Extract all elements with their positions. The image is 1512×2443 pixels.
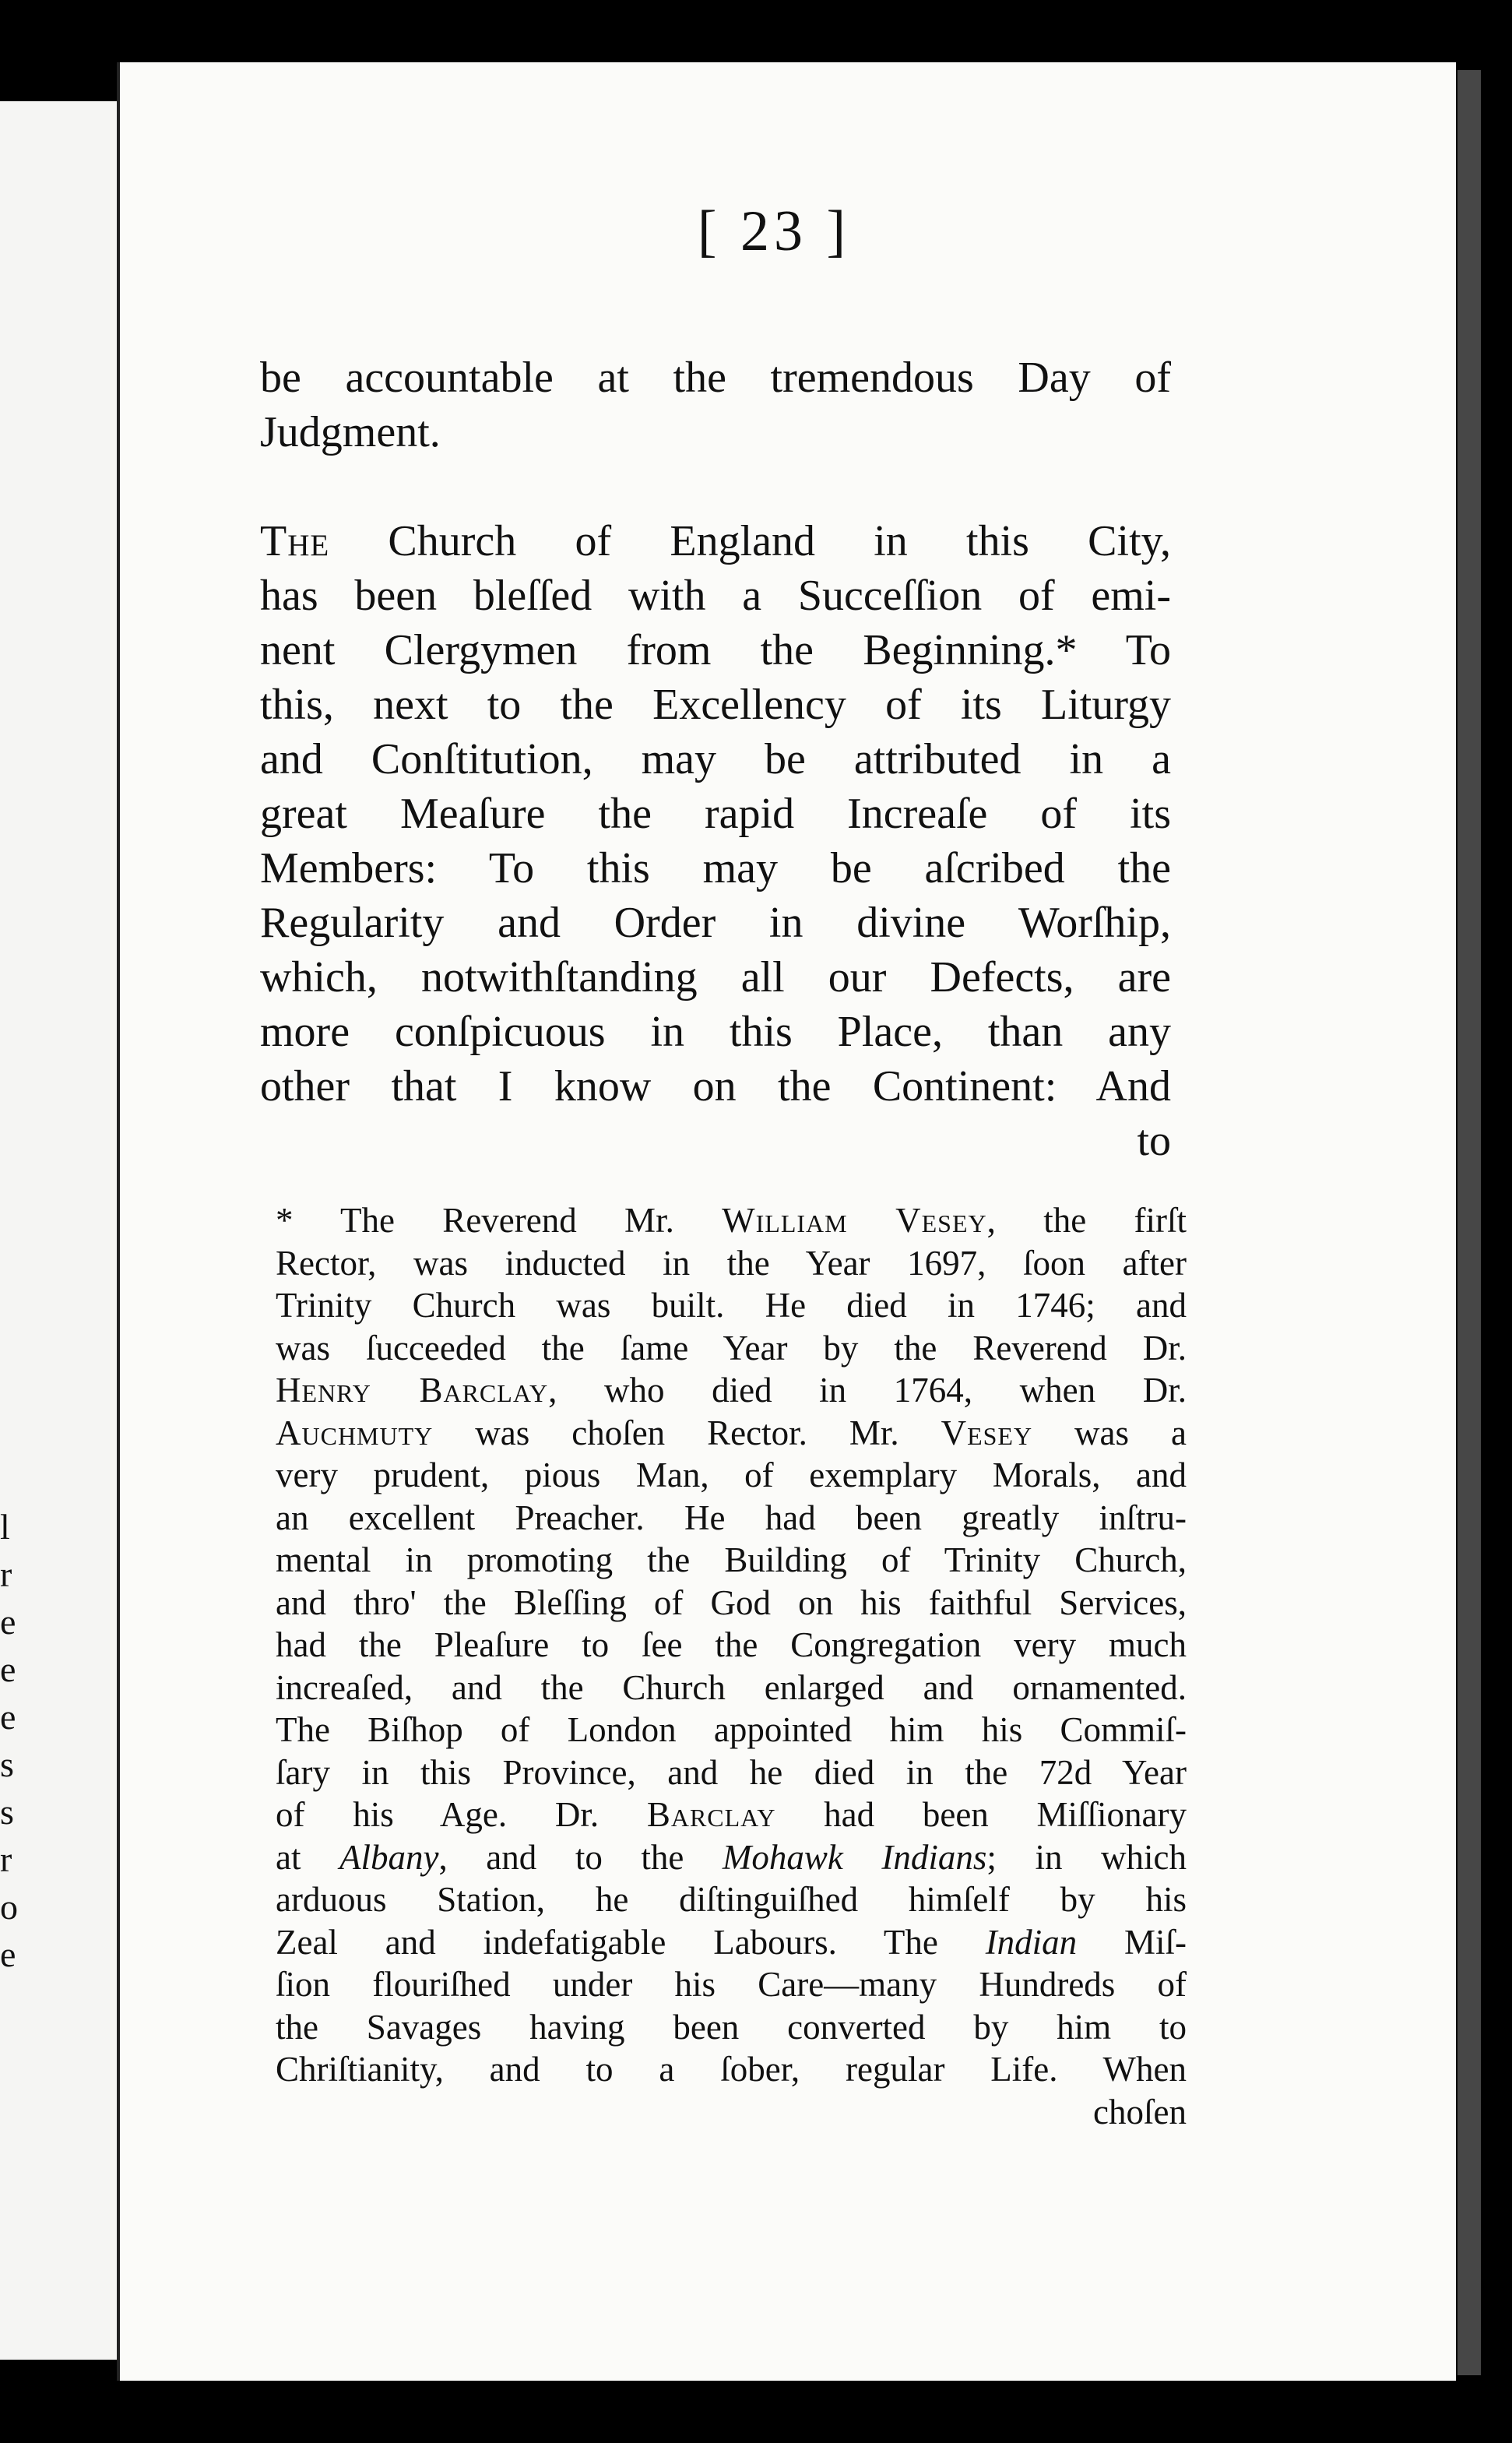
italic-place: Albany (339, 1837, 439, 1877)
text-segment: , who died in 1764, when Dr. (548, 1371, 1187, 1410)
italic-people: Mohawk Indians (722, 1837, 987, 1877)
small-caps-name: Barclay (646, 1795, 776, 1834)
page-edge-shadow (1457, 70, 1481, 2375)
text-segment: , the firſt (986, 1201, 1187, 1240)
footnote-line (276, 1369, 1187, 1412)
footnote-line (276, 1199, 1187, 1242)
facing-letter: r (0, 1554, 12, 1594)
facing-page-letters (0, 1503, 31, 1978)
footnote-line (276, 1794, 1187, 1836)
facing-letter: r (0, 1839, 12, 1879)
text-line: and Conſtitution, may be attributed in a (260, 735, 1171, 783)
text-segment: Zeal and indefatigable Labours. The (276, 1922, 986, 1962)
footnote-line (276, 1836, 1187, 1879)
text-segment: was choſen Rector. Mr. (433, 1413, 941, 1452)
footnote-line: Rector, was inducted in the Year 1697, ſoon after (276, 1243, 1187, 1283)
facing-letter: e (0, 1697, 16, 1737)
footnote-line: mental in promoting the Building of Trinity Church, (276, 1540, 1187, 1579)
footnote-catchword: choſen (1093, 2092, 1187, 2131)
paragraph-gap (260, 459, 1171, 514)
footnote-line: the Savages having been converted by him to (276, 2007, 1187, 2047)
footnote-line: increaſed, and the Church enlarged and ornamented. (276, 1667, 1187, 1707)
text-segment: * The Reverend Mr. (276, 1201, 723, 1240)
facing-letter: s (0, 1792, 14, 1832)
text-line: this, next to the Excellency of its Liturgy (260, 681, 1171, 729)
text-segment: ; in which (986, 1837, 1187, 1877)
facing-letter: e (0, 1602, 16, 1642)
footnote-line: was ſucceeded the ſame Year by the Reverend Dr. (276, 1328, 1187, 1368)
text-segment: had been Miſſionary (775, 1795, 1187, 1834)
footnote-line (276, 1921, 1187, 1964)
text-line: nent Clergymen from the Beginning.* To (260, 626, 1171, 674)
text-line: be accountable at the tremendous Day of (260, 354, 1171, 402)
footnote-line: Trinity Church was built. He died in 1746; and (276, 1286, 1187, 1325)
text-segment: was a (1032, 1413, 1187, 1452)
page-number: [ 23 ] (697, 199, 851, 263)
footnote-line (276, 1412, 1187, 1455)
facing-letter: l (0, 1507, 10, 1547)
footnote-line: had the Pleaſure to ſee the Congregation very much (276, 1625, 1187, 1664)
small-caps-name: William Vesey (722, 1201, 987, 1240)
book-page (117, 62, 1456, 2387)
small-caps-name: Henry Barclay (276, 1371, 549, 1410)
facing-letter: e (0, 1934, 16, 1974)
footnote-line: ſion flouriſhed under his Care—many Hundreds of (276, 1965, 1187, 2004)
footnote-line: arduous Station, he diſtinguiſhed himſelf by his (276, 1880, 1187, 1919)
text-line (260, 514, 1171, 569)
text-segment: of his Age. Dr. (276, 1795, 647, 1834)
footnote-line: ſary in this Province, and he died in the 72d Year (276, 1752, 1187, 1792)
facing-page-fragment (0, 101, 131, 2360)
facing-letter: e (0, 1649, 16, 1689)
text-segment: Church of England in this City, (329, 517, 1171, 565)
footnote-line: very prudent, pious Man, of exemplary Morals, and (276, 1456, 1187, 1494)
facing-letter: s (0, 1744, 14, 1784)
text-line: Judgment. (260, 408, 441, 456)
footnote-line: The Biſhop of London appointed him his Commiſ- (276, 1710, 1187, 1749)
facing-letter: o (0, 1887, 18, 1927)
scan-bottom-border (0, 2381, 1512, 2443)
text-line: more conſpicuous in this Place, than any (260, 1008, 1171, 1056)
text-line: Members: To this may be aſcribed the (260, 844, 1171, 892)
footnote-line: and thro' the Bleſſing of God on his faithful Services, (276, 1582, 1187, 1622)
text-segment: at (276, 1837, 340, 1877)
text-segment: , and to the (438, 1837, 723, 1877)
catchword: to (1137, 1117, 1171, 1165)
text-line: has been bleſſed with a Succeſſion of emi- (260, 572, 1171, 620)
text-line: great Meaſure the rapid Increaſe of its (260, 790, 1171, 838)
footnote-line: Chriſtianity, and to a ſober, regular Life. When (276, 2050, 1187, 2089)
italic-word: Indian (985, 1922, 1078, 1962)
text-segment: Miſ- (1077, 1922, 1187, 1962)
main-text (260, 350, 1171, 1168)
text-line: which, notwithſtanding all our Defects, are (260, 953, 1171, 1001)
footnote (276, 1199, 1187, 2133)
footnote-line: an excellent Preacher. He had been greatly inſtru- (276, 1498, 1187, 1537)
text-line: Regularity and Order in divine Worſhip, (260, 899, 1171, 947)
text-line: other that I know on the Continent: And (260, 1062, 1171, 1111)
small-caps-name: Auchmuty (276, 1413, 434, 1452)
small-caps-name: Vesey (941, 1413, 1033, 1452)
small-caps-word: The (260, 517, 330, 565)
